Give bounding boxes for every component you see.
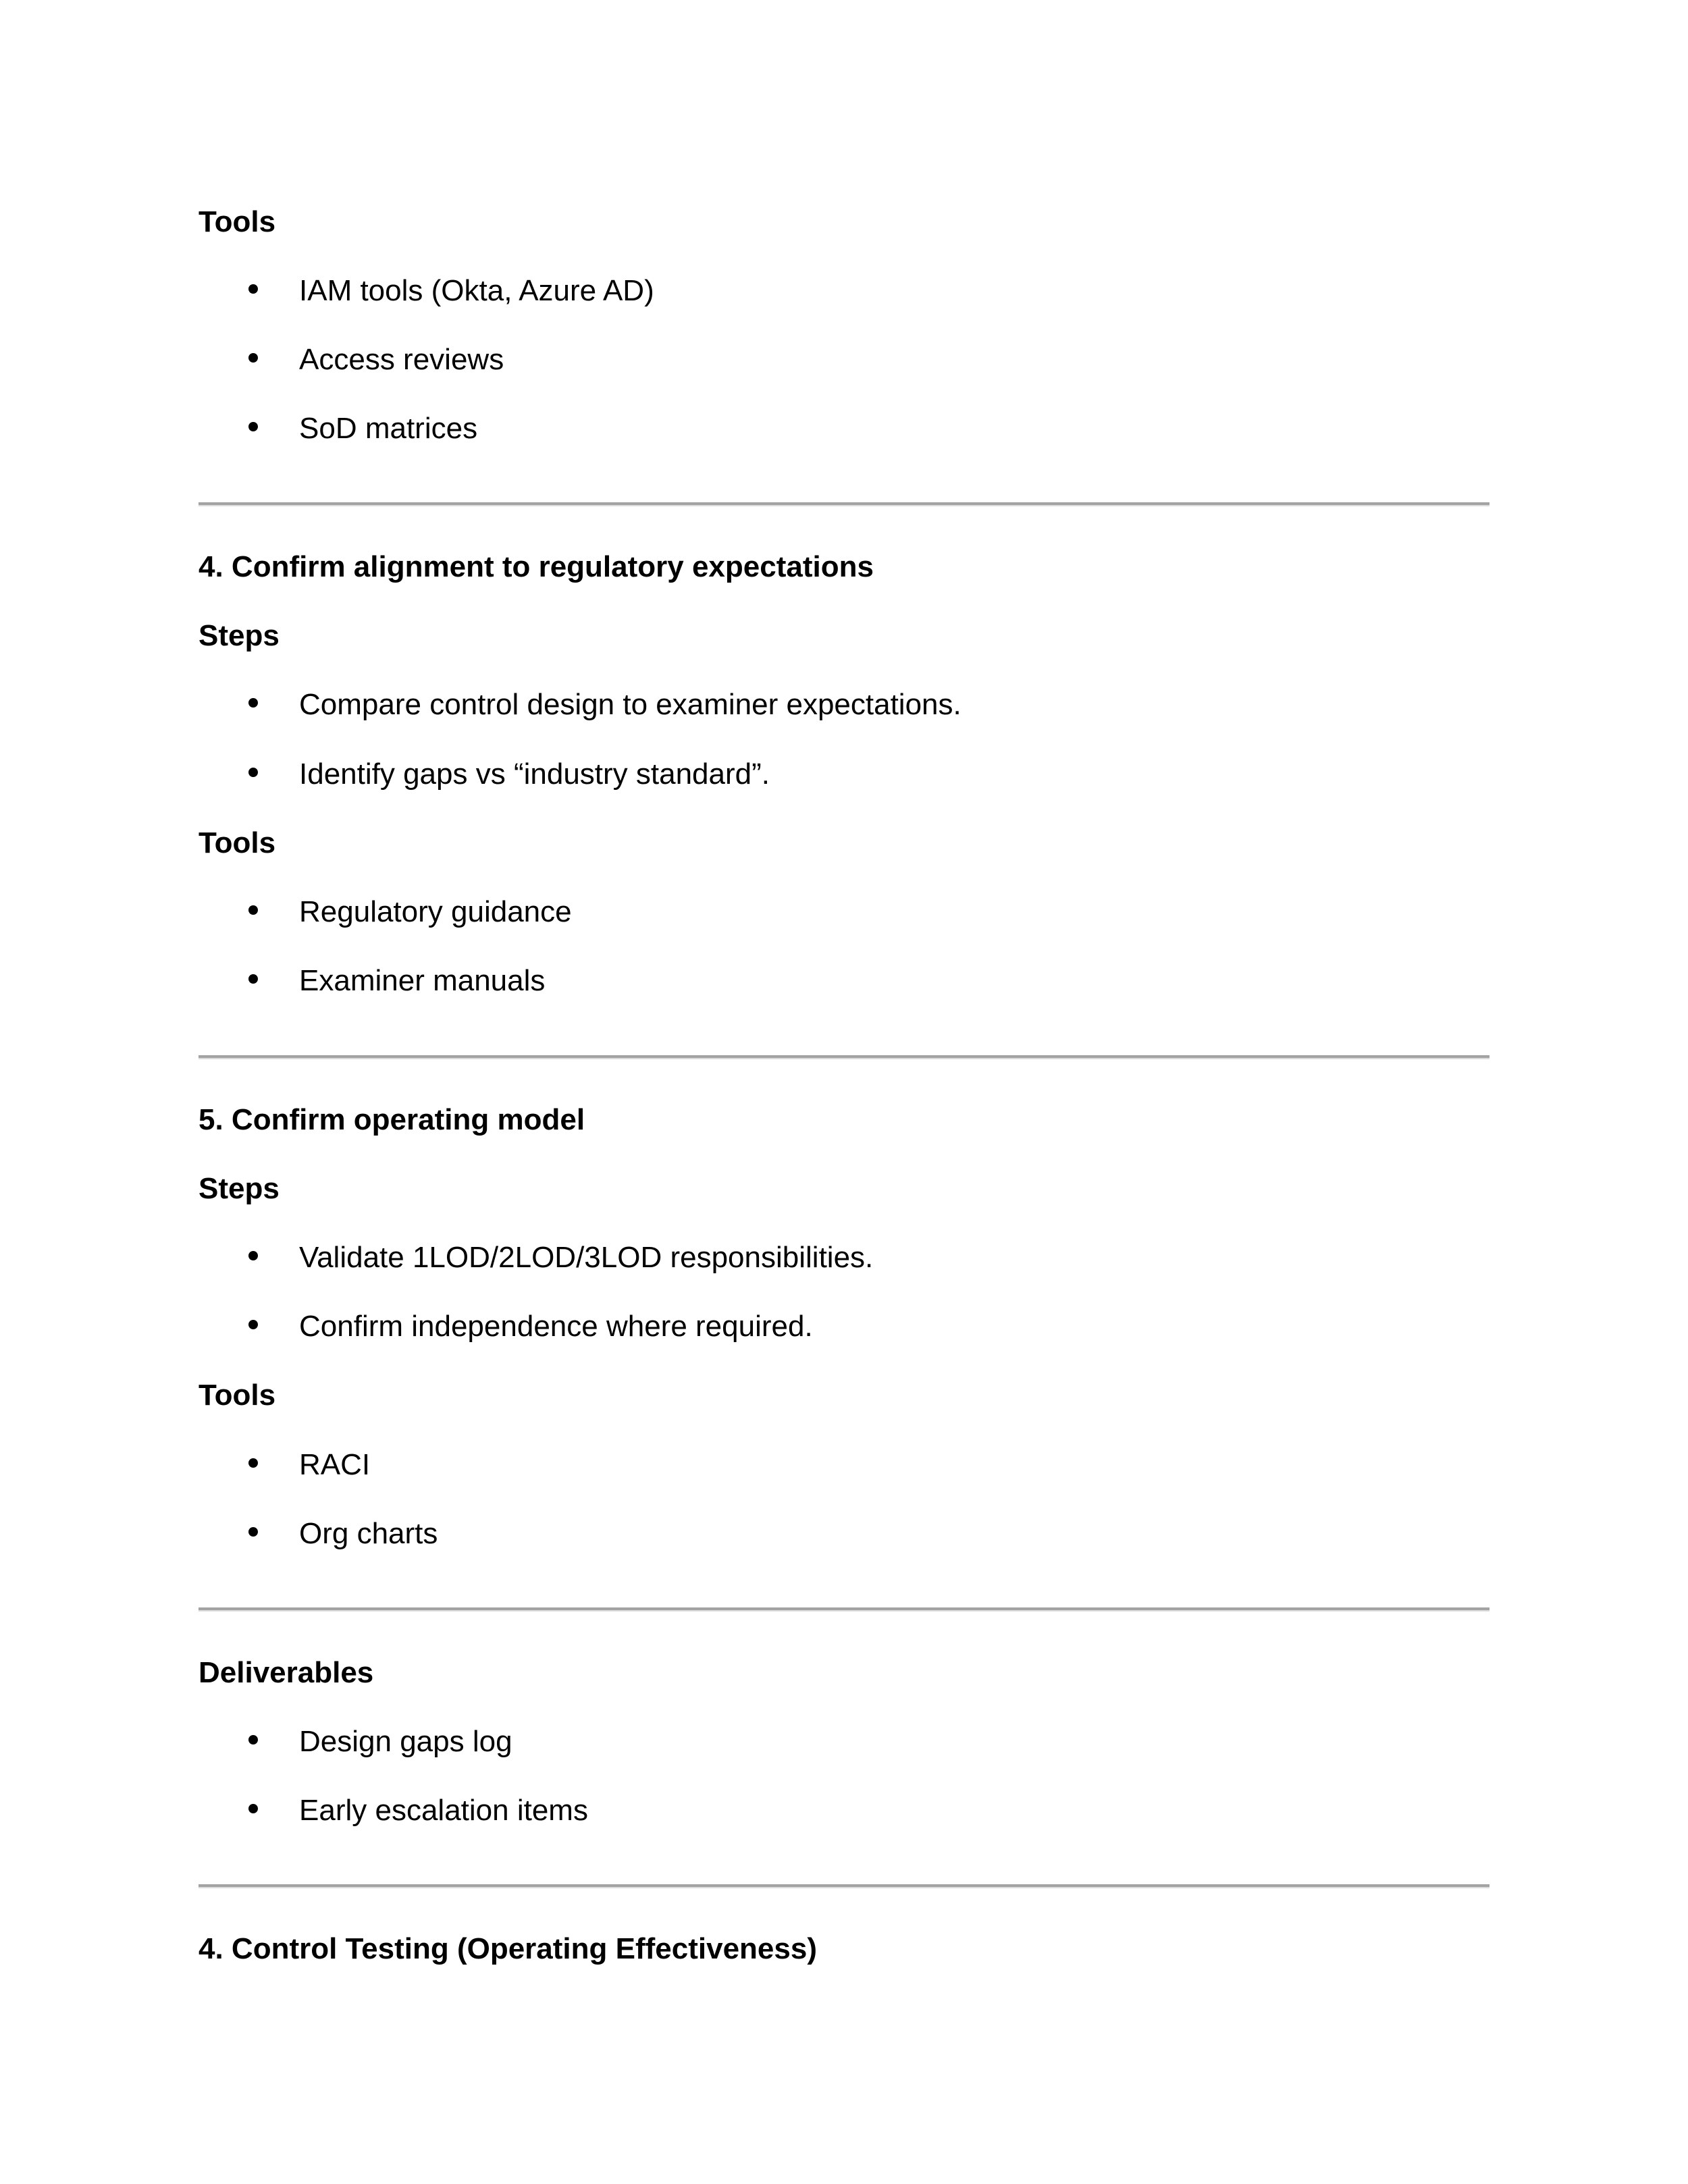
list-item: Design gaps log bbox=[299, 1725, 512, 1758]
list-item: Compare control design to examiner expectations. bbox=[299, 688, 961, 721]
horizontal-divider bbox=[199, 502, 1489, 506]
section-heading-regulatory: 4. Confirm alignment to regulatory expectations bbox=[199, 550, 874, 583]
bullet-icon bbox=[248, 768, 258, 777]
list-item: Access reviews bbox=[299, 343, 504, 376]
bullet-icon bbox=[248, 422, 258, 431]
bullet-icon bbox=[248, 905, 258, 915]
bullet-icon bbox=[248, 1527, 258, 1537]
tools-heading: Tools bbox=[199, 205, 276, 238]
section-heading-control-testing: 4. Control Testing (Operating Effectiveness) bbox=[199, 1932, 817, 1965]
bullet-icon bbox=[248, 1735, 258, 1744]
list-item: Identify gaps vs “industry standard”. bbox=[299, 757, 770, 791]
bullet-icon bbox=[248, 974, 258, 984]
horizontal-divider bbox=[199, 1055, 1489, 1059]
list-item: Examiner manuals bbox=[299, 964, 546, 997]
bullet-icon bbox=[248, 1804, 258, 1813]
deliverables-heading: Deliverables bbox=[199, 1656, 374, 1689]
list-item: IAM tools (Okta, Azure AD) bbox=[299, 274, 654, 307]
list-item: Validate 1LOD/2LOD/3LOD responsibilities. bbox=[299, 1241, 874, 1274]
bullet-icon bbox=[248, 698, 258, 708]
bullet-icon bbox=[248, 1251, 258, 1260]
steps-heading: Steps bbox=[199, 1172, 280, 1205]
bullet-icon bbox=[248, 284, 258, 294]
list-item: Org charts bbox=[299, 1517, 438, 1550]
list-item: RACI bbox=[299, 1448, 371, 1481]
list-item: Early escalation items bbox=[299, 1794, 588, 1827]
bullet-icon bbox=[248, 1458, 258, 1468]
tools-heading: Tools bbox=[199, 826, 276, 859]
bullet-icon bbox=[248, 353, 258, 363]
steps-heading: Steps bbox=[199, 619, 280, 652]
list-item: Regulatory guidance bbox=[299, 895, 572, 928]
bullet-icon bbox=[248, 1320, 258, 1329]
horizontal-divider bbox=[199, 1607, 1489, 1612]
section-heading-operating-model: 5. Confirm operating model bbox=[199, 1103, 585, 1136]
list-item: Confirm independence where required. bbox=[299, 1310, 813, 1343]
horizontal-divider bbox=[199, 1884, 1489, 1888]
list-item: SoD matrices bbox=[299, 412, 478, 445]
tools-heading: Tools bbox=[199, 1379, 276, 1412]
